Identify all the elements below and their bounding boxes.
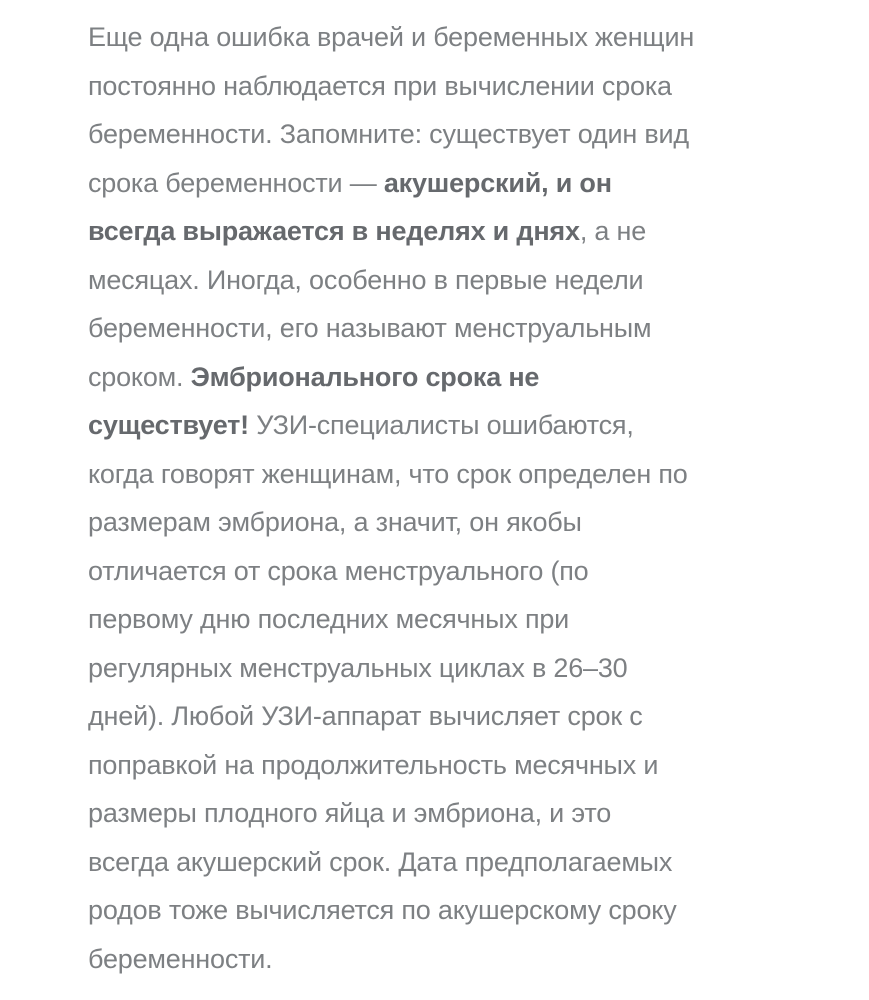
text-run: беременности, его называют менструальным <box>88 313 652 343</box>
text-run: поправкой на продолжительность месячных и <box>88 749 659 780</box>
text-run: когда говорят женщинам, что срок определен по <box>88 458 688 489</box>
text-line <box>88 13 789 62</box>
text-line <box>88 644 789 693</box>
text-run: отличается от срока менструального (по <box>88 555 589 586</box>
text-line <box>88 498 789 547</box>
text-line <box>88 256 789 305</box>
text-run: беременности. Запомните: существует один вид <box>88 119 689 149</box>
text-run: первому дню последних месячных при <box>88 604 570 634</box>
text-line <box>88 547 789 596</box>
text-line <box>88 304 789 353</box>
text-line <box>88 595 789 644</box>
text-run: Еще одна ошибка врачей и беременных женщин <box>88 22 695 52</box>
text-line <box>88 401 789 450</box>
text-run: всегда акушерский срок. Дата предполагаемых <box>88 846 673 877</box>
text-run: родов тоже вычисляется по акушерскому сроку <box>88 895 677 925</box>
text-run: УЗИ-специалисты ошибаются, <box>248 410 634 440</box>
text-run: постоянно наблюдается при вычислении срока <box>88 70 672 101</box>
text-line <box>88 353 789 402</box>
text-run: сроком. <box>88 361 191 392</box>
bold-text-run: существует! <box>88 410 249 440</box>
bold-text-run: всегда выражается в неделях и днях <box>88 216 580 246</box>
text-run: размерам эмбриона, а значит, он якобы <box>88 507 582 537</box>
text-line <box>88 62 789 111</box>
paragraph <box>88 13 789 983</box>
bold-text-run: Эмбрионального срока не <box>190 361 540 392</box>
bold-text-run: акушерский, и он <box>383 167 612 198</box>
text-line <box>88 838 789 887</box>
text-line <box>88 692 789 741</box>
text-line <box>88 159 789 208</box>
text-line <box>88 110 789 159</box>
text-run: месяцах. Иногда, особенно в первые недели <box>88 264 644 295</box>
text-run: размеры плодного яйца и эмбриона, и это <box>88 798 612 828</box>
text-line <box>88 741 789 790</box>
text-run: регулярных менструальных циклах в 26–30 <box>88 652 628 683</box>
text-line <box>88 789 789 838</box>
text-run: дней). Любой УЗИ-аппарат вычисляет срок с <box>88 701 643 731</box>
text-run: беременности. <box>88 943 273 974</box>
text-line <box>88 935 789 984</box>
text-run: , а не <box>579 216 647 246</box>
text-line <box>88 450 789 499</box>
text-run: срока беременности — <box>88 167 384 198</box>
text-line <box>88 886 789 935</box>
text-line <box>88 207 789 256</box>
